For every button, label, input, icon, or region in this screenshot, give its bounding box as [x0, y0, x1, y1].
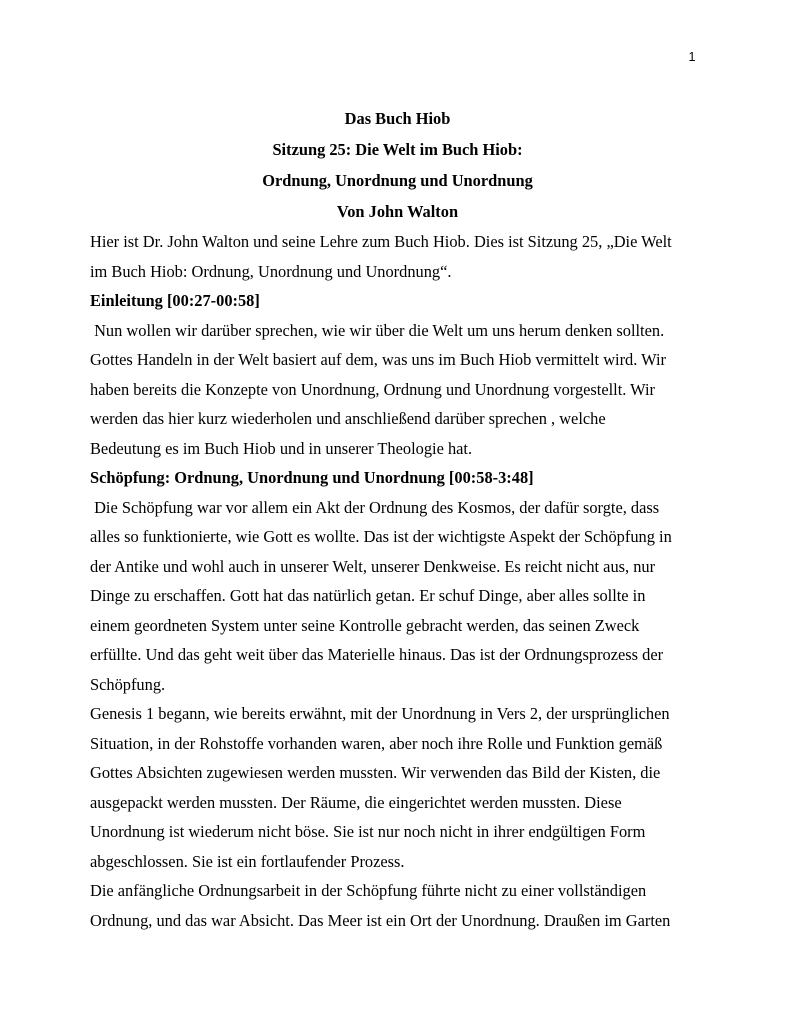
text-line: Die Schöpfung war vor allem ein Akt der Ordnung des Kosmos, der dafür sorgte, dass — [90, 497, 660, 517]
text-line: Nun wollen wir darüber sprechen, wie wir über die Welt um uns herum denken sollten. — [90, 320, 665, 340]
text-line: Gottes Absichten zugewiesen werden mussten. Wir verwenden das Bild der Kisten, die — [90, 763, 661, 782]
text-line: ausgepackt werden mussten. Der Räume, die eingerichtet werden mussten. Diese — [90, 792, 622, 812]
text-line: der Antike und wohl auch in unserer Welt, unserer Denkweise. Es reicht nicht aus, nur — [90, 556, 656, 576]
document-body — [90, 103, 705, 935]
intro-paragraph — [90, 227, 705, 286]
text-line: haben bereits die Konzepte von Unordnung, Ordnung und Unordnung vorgestellt. Wir — [90, 379, 656, 399]
einleitung-paragraph — [90, 316, 705, 464]
text-line: Hier ist Dr. John Walton und seine Lehre zum Buch Hiob. Dies ist Sitzung 25, „Die Welt — [90, 232, 672, 251]
title-line: Von John Walton — [336, 202, 459, 221]
text-line: alles so funktionierte, wie Gott es wollte. Das ist der wichtigste Aspekt der Schöpfung in — [90, 527, 672, 546]
text-line: einem geordneten System unter seine Kontrolle gebracht werden, das seinen Zweck — [90, 615, 640, 635]
page-number: 1 — [688, 50, 696, 64]
text-line: Die anfängliche Ordnungsarbeit in der Schöpfung führte nicht zu einer vollständigen — [90, 881, 647, 900]
document-title — [90, 103, 705, 227]
text-line: Genesis 1 begann, wie bereits erwähnt, mit der Unordnung in Vers 2, der ursprünglichen — [90, 704, 670, 723]
title-line: Sitzung 25: Die Welt im Buch Hiob: — [272, 140, 523, 159]
text-line: Schöpfung. — [90, 674, 166, 694]
text-line: Gottes Handeln in der Welt basiert auf dem, was uns im Buch Hiob vermittelt wird. Wir — [90, 350, 666, 369]
text-line: Ordnung, und das war Absicht. Das Meer ist ein Ort der Unordnung. Draußen im Garten — [90, 910, 671, 930]
text-line: Bedeutung es im Buch Hiob und in unserer Theologie hat. — [90, 438, 473, 458]
section-heading-einleitung: Einleitung [00:27-00:58] — [90, 291, 260, 310]
text-line: werden das hier kurz wiederholen und anschließend darüber sprechen , welche — [90, 409, 606, 428]
text-line: Dinge zu erschaffen. Gott hat das natürlich getan. Er schuf Dinge, aber alles sollte in — [90, 586, 646, 605]
schoepfung-paragraph-2 — [90, 699, 705, 876]
section-heading-schoepfung: Schöpfung: Ordnung, Unordnung und Unordnung [00:58-3:48] — [90, 468, 534, 487]
text-line: erfüllte. Und das geht weit über das Materielle hinaus. Das ist der Ordnungsprozess der — [90, 645, 664, 664]
text-line: im Buch Hiob: Ordnung, Unordnung und Unordnung“. — [90, 261, 452, 281]
text-line: Situation, in der Rohstoffe vorhanden waren, aber noch ihre Rolle und Funktion gemäß — [90, 733, 663, 753]
text-line: abgeschlossen. Sie ist ein fortlaufender Prozess. — [90, 851, 405, 871]
title-line: Das Buch Hiob — [344, 109, 451, 128]
title-line: Ordnung, Unordnung und Unordnung — [262, 171, 533, 190]
schoepfung-paragraph-1 — [90, 493, 705, 700]
text-line: Unordnung ist wiederum nicht böse. Sie ist nur noch nicht in ihrer endgültigen Form — [90, 822, 646, 841]
schoepfung-paragraph-3 — [90, 876, 705, 935]
